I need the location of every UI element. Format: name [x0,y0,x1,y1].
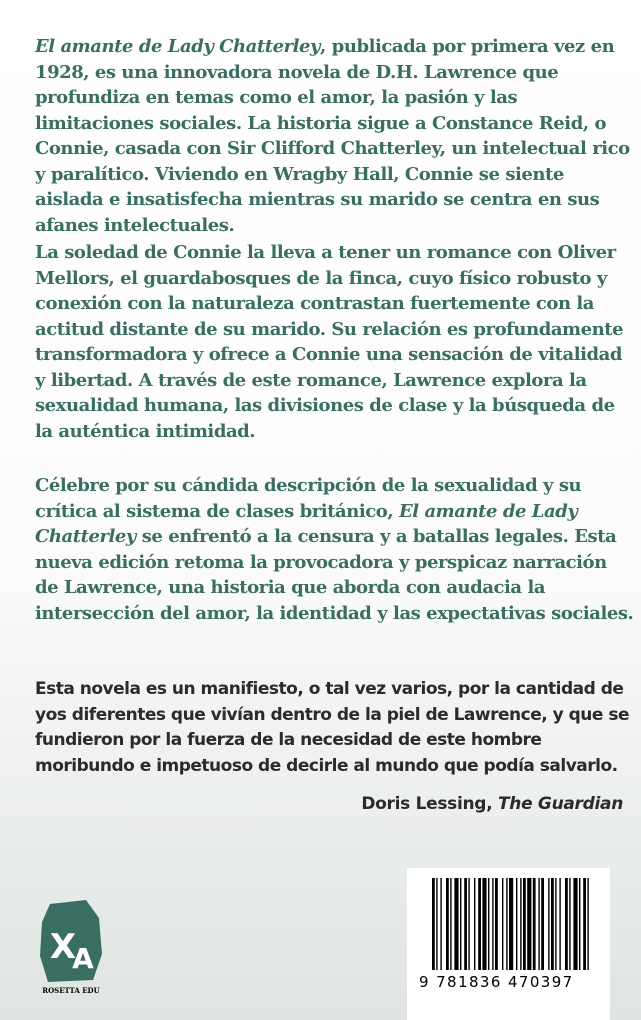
quote-author: Doris Lessing [361,794,487,814]
barcode-bar [587,878,588,970]
barcode-bar [548,878,549,970]
blurb-paragraph-2: La soledad de Connie la lleva a tener un romance con Oliver Mellors, el guardabosques de la finca, cuyo físico robusto y conexión con la naturaleza contrastan fuertemente con la actitud distante de su marido. Su relación es profundamente transformadora y ofrece a Connie una sensación de vitalidad y libertad. A través de este romance, Lawrence explora la sexualidad humana, las divisiones de clase y la búsqueda de la auténtica intimidad. [35,242,624,442]
barcode-bar [516,878,517,970]
barcode-bar [583,878,586,970]
barcode-bar [468,878,469,970]
quote-source: The Guardian [497,794,623,814]
publisher-name: ROSETTA EDU [42,986,100,995]
barcode-bar [555,878,556,970]
barcode-bar [565,878,568,970]
barcode-bar [474,878,475,970]
barcode-bar [454,878,458,970]
barcode-bar [523,878,526,970]
blurb-paragraph-1 [35,34,635,238]
barcode-bar [488,878,489,970]
blurb-paragraph-3 [35,473,635,626]
barcode-bar [446,878,449,970]
book-title-italic: El amante de Lady Chatterley [35,500,578,547]
blurb-text: se enfrentó a la censura y a batallas legales. Esta nueva edición retoma la provocadora y perspicaz narración de Lawrence, una historia que aborda con audacia la intersección del amor, la identidad y las expectativas sociales. [35,526,634,624]
barcode-bar [541,878,544,970]
barcode-bar [432,878,435,970]
barcode-bar [527,878,531,970]
barcode-bar [569,878,570,970]
blurb-text: Célebre por su cándida descripción de la sexualidad y su crítica al sistema de clases británico, [35,475,582,522]
barcode-bar [464,878,467,970]
barcode-bar [460,878,461,970]
logo-glyph-x: X [49,927,77,967]
barcode-bar [436,878,437,970]
logo-glyph-a: A [72,942,94,975]
barcode-bar [533,878,536,970]
barcode-bar [551,878,554,970]
rosetta-edu-logo [36,896,106,996]
barcode-bar [506,878,507,970]
isbn-digits: 9 781836 470397 [419,973,574,991]
barcode [407,868,610,1020]
blurb-text: , publicada por primera vez en 1928, es una innovadora novela de D.H. Lawrence que profundiza en temas como el amor, la pasión y las limitaciones sociales. La historia sigue a Constance Reid, o Connie, casada con Sir Clifford Chatterley, un intelectual rico y paralítico. Viviendo en Wragby Hall, Connie se siente aislada e insatisfecha mientras su marido se centra en sus afanes intelectuales. [35,36,630,236]
book-title-italic: El amante de Lady Chatterley [35,36,321,57]
attribution-separator: , [486,794,498,814]
barcode-bars [432,878,592,970]
barcode-bar [509,878,513,970]
barcode-bar [538,878,539,970]
barcode-bar [579,878,580,970]
barcode-bar [573,878,577,970]
barcode-bar [502,878,503,970]
barcode-bar [478,878,481,970]
barcode-bar [492,878,493,970]
barcode-bar [440,878,441,970]
barcode-bar [559,878,560,970]
barcode-bar [450,878,451,970]
barcode-bar [495,878,498,970]
review-quote: Esta novela es un manifiesto, o tal vez varios, por la cantidad de yos diferentes que vivían dentro de la piel de Lawrence, y que se fundieron por la fuerza de la necesidad de este hombre moribundo e impetuoso de decirle al mundo que podía salvarlo. [35,679,629,776]
barcode-bar [520,878,521,970]
barcode-bar [482,878,486,970]
quote-attribution [361,794,623,814]
